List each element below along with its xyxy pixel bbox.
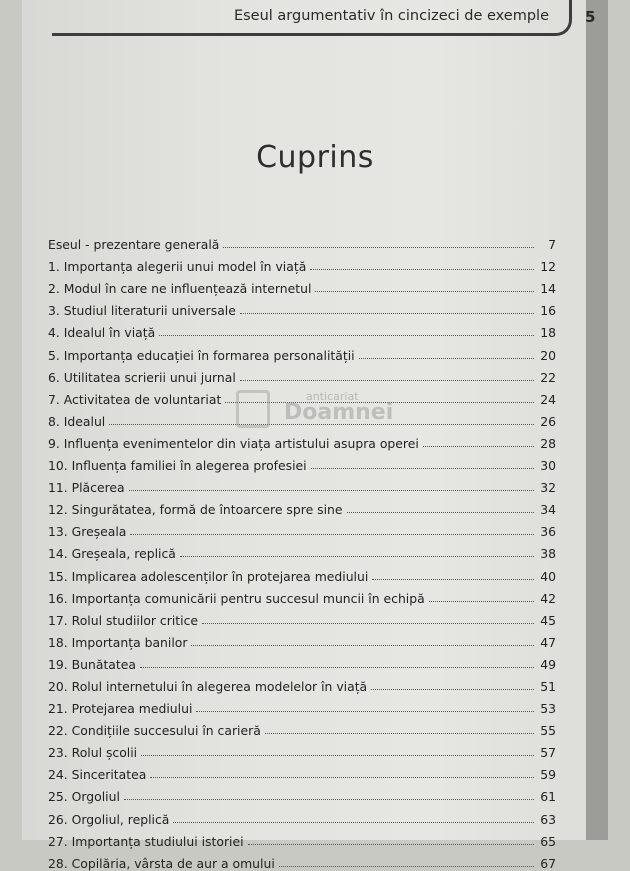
toc-entry-page: 32 <box>540 480 556 496</box>
toc-entry-title: 1. Importanța alegerii unui model în viață <box>48 259 307 275</box>
toc-entry-title: 23. Rolul școlii <box>48 745 138 761</box>
toc-dot-leader <box>124 799 534 800</box>
toc-entry-page: 59 <box>540 767 556 783</box>
toc-dot-leader <box>129 490 534 491</box>
toc-entry-page: 38 <box>540 546 556 562</box>
toc-entry-title: 17. Rolul studiilor critice <box>48 612 199 628</box>
toc-entry-title: 16. Importanța comunicării pentru succesul muncii în echipă <box>48 590 425 606</box>
toc-dot-leader <box>311 468 534 469</box>
toc-entry-page: 67 <box>540 855 556 871</box>
toc-dot-leader <box>265 733 534 734</box>
toc-entry-page: 55 <box>540 723 556 739</box>
toc-dot-leader <box>196 711 534 712</box>
toc-dot-leader <box>372 579 534 580</box>
toc-entry-title: 22. Condițiile succesului în carieră <box>48 723 261 739</box>
page-title: Cuprins <box>256 140 374 175</box>
toc-row <box>48 650 556 672</box>
toc-entry-title: 19. Bunătatea <box>48 656 136 672</box>
toc-row <box>48 672 556 694</box>
toc-entry-title: 3. Studiul literaturii universale <box>48 303 236 319</box>
toc-row <box>48 473 556 495</box>
toc-row <box>48 230 556 252</box>
toc-dot-leader <box>173 822 534 823</box>
toc-entry-page: 26 <box>540 413 556 429</box>
toc-entry-title: 25. Orgoliul <box>48 789 120 805</box>
running-header <box>52 0 572 36</box>
toc-dot-leader <box>180 556 534 557</box>
toc-row <box>48 804 556 826</box>
toc-dot-leader <box>347 512 534 513</box>
toc-entry-title: 27. Importanța studiului istoriei <box>48 833 244 849</box>
toc-entry-title: 11. Plăcerea <box>48 480 125 496</box>
toc-entry-title: 15. Implicarea adolescenților în protejarea mediului <box>48 568 369 584</box>
toc-dot-leader <box>191 645 534 646</box>
toc-dot-leader <box>423 446 534 447</box>
toc-entry-title: 24. Sinceritatea <box>48 767 147 783</box>
toc-entry-title: 10. Influența familiei în alegerea profesiei <box>48 458 307 474</box>
toc-entry-page: 30 <box>540 458 556 474</box>
toc-dot-leader <box>310 269 534 270</box>
toc-row <box>48 561 556 583</box>
toc-entry-page: 36 <box>540 524 556 540</box>
toc-entry-page: 65 <box>540 833 556 849</box>
toc-entry-page: 22 <box>540 369 556 385</box>
toc-entry-title: 9. Influența evenimentelor din viața artistului asupra operei <box>48 435 419 451</box>
toc-dot-leader <box>130 534 534 535</box>
toc-dot-leader <box>240 380 534 381</box>
toc-dot-leader <box>141 755 534 756</box>
toc-entry-page: 34 <box>540 502 556 518</box>
running-header-title: Eseul argumentativ în cincizeci de exemple <box>233 8 549 24</box>
toc-entry-page: 40 <box>540 568 556 584</box>
toc-entry-title: 7. Activitatea de voluntariat <box>48 391 222 407</box>
toc-entry-title: 2. Modul în care ne influențează internetul <box>48 281 312 297</box>
toc-entry-title: 21. Protejarea mediului <box>48 701 193 717</box>
toc-row <box>48 716 556 738</box>
toc-row <box>48 584 556 606</box>
watermark-text-small: anticariat <box>306 390 359 403</box>
toc-entry-title: 26. Orgoliul, replică <box>48 811 170 827</box>
toc-entry-page: 45 <box>540 612 556 628</box>
watermark-logo-icon <box>236 390 270 428</box>
toc-entry-page: 24 <box>540 391 556 407</box>
toc-dot-leader <box>140 667 534 668</box>
toc-entry-page: 16 <box>540 303 556 319</box>
toc-dot-leader <box>240 313 534 314</box>
page-number: 5 <box>585 8 596 26</box>
toc-row <box>48 782 556 804</box>
toc-entry-title: 8. Idealul <box>48 413 106 429</box>
toc-row <box>48 694 556 716</box>
toc-row <box>48 738 556 760</box>
toc-row <box>48 252 556 274</box>
toc-row <box>48 849 556 871</box>
toc-entry-page: 12 <box>540 259 556 275</box>
toc-entry-page: 49 <box>540 656 556 672</box>
toc-row <box>48 539 556 561</box>
toc-dot-leader <box>315 291 534 292</box>
toc-row <box>48 274 556 296</box>
toc-row <box>48 517 556 539</box>
toc-entry-page: 14 <box>540 281 556 297</box>
toc-dot-leader <box>202 623 534 624</box>
toc-entry-page: 20 <box>540 347 556 363</box>
toc-dot-leader <box>429 601 534 602</box>
toc-entry-page: 42 <box>540 590 556 606</box>
toc-entry-title: 12. Singurătatea, formă de întoarcere spre sine <box>48 502 343 518</box>
toc-entry-title: Eseul - prezentare generală <box>48 237 220 253</box>
watermark-stamp <box>236 390 422 434</box>
toc-row <box>48 318 556 340</box>
toc-dot-leader <box>359 358 534 359</box>
page-edge-shadow <box>586 0 608 840</box>
toc-entry-title: 18. Importanța banilor <box>48 634 188 650</box>
toc-row <box>48 760 556 782</box>
toc-dot-leader <box>371 689 534 690</box>
toc-entry-title: 28. Copilăria, vârsta de aur a omului <box>48 855 275 871</box>
toc-entry-page: 7 <box>548 237 556 253</box>
toc-row <box>48 628 556 650</box>
toc-row <box>48 606 556 628</box>
toc-entry-page: 51 <box>540 678 556 694</box>
toc-entry-title: 13. Greșeala <box>48 524 127 540</box>
toc-row <box>48 340 556 362</box>
toc-row <box>48 363 556 385</box>
toc-row <box>48 296 556 318</box>
toc-row <box>48 495 556 517</box>
toc-dot-leader <box>248 844 534 845</box>
toc-entry-title: 14. Greșeala, replică <box>48 546 176 562</box>
watermark-text-large: Doamnei <box>284 400 394 425</box>
toc-dot-leader <box>279 866 534 867</box>
toc-entry-title: 5. Importanța educației în formarea personalității <box>48 347 355 363</box>
toc-entry-page: 18 <box>540 325 556 341</box>
toc-entry-page: 61 <box>540 789 556 805</box>
toc-entry-page: 63 <box>540 811 556 827</box>
toc-dot-leader <box>223 247 534 248</box>
toc-entry-title: 20. Rolul internetului în alegerea modelelor în viață <box>48 678 368 694</box>
toc-entry-page: 47 <box>540 634 556 650</box>
toc-entry-title: 6. Utilitatea scrierii unui jurnal <box>48 369 236 385</box>
toc-entry-page: 53 <box>540 701 556 717</box>
toc-dot-leader <box>159 335 534 336</box>
toc-dot-leader <box>150 777 534 778</box>
toc-entry-page: 57 <box>540 745 556 761</box>
toc-entry-title: 4. Idealul în viață <box>48 325 156 341</box>
toc-row <box>48 451 556 473</box>
table-of-contents <box>48 230 556 871</box>
toc-row <box>48 827 556 849</box>
toc-entry-page: 28 <box>540 435 556 451</box>
